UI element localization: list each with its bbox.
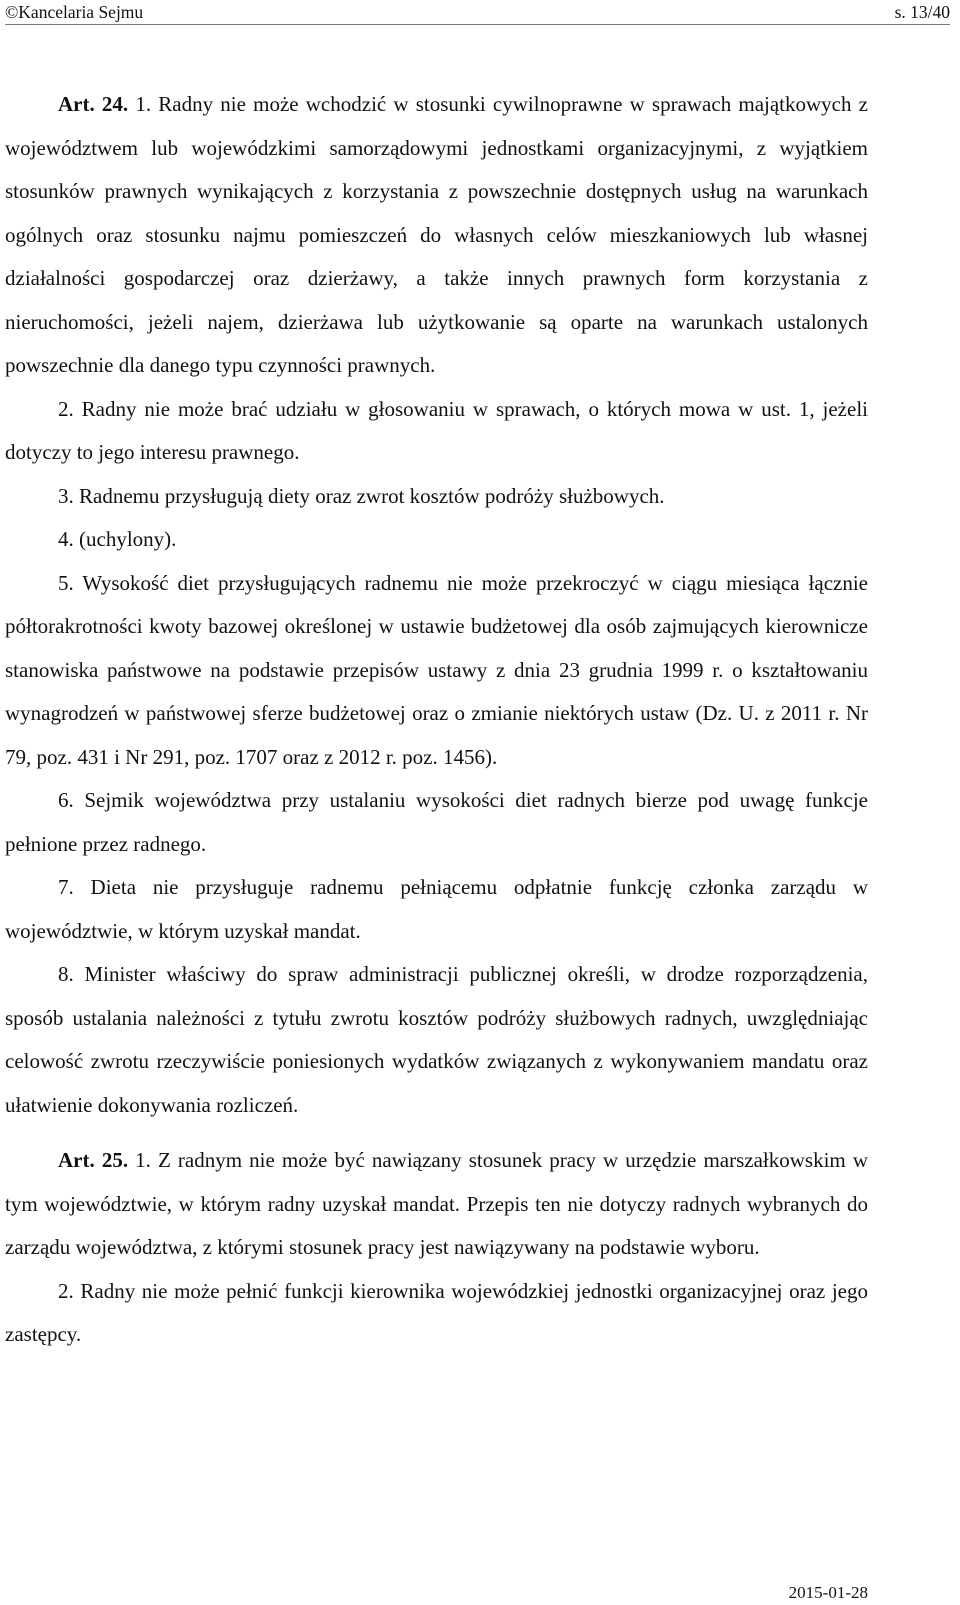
article-25-label: Art. 25. (58, 1148, 129, 1172)
header-page-number: s. 13/40 (894, 2, 950, 22)
article-24-paragraph-3 (5, 475, 868, 519)
article-24-paragraph-8 (5, 953, 868, 1127)
article-24-paragraph-4 (5, 518, 868, 562)
article-25-paragraph-1 (5, 1139, 868, 1270)
article-24-paragraph-5 (5, 562, 868, 780)
article-24-label: Art. 24. (58, 92, 129, 116)
paragraph-text: 1. Radny nie może wchodzić w stosunki cywilnoprawne w sprawach majątkowych z województwem lub wojewódzkimi samorządowymi jednostkami organizacyjnymi, z wyjątkiem stosunków prawnych wynikających z korzystania z powszechnie dostępnych usług na warunkach ogólnych oraz stosunku najmu pomieszczeń do własnych celów mieszkaniowych lub własnej działalności gospodarczej oraz dzierżawy, a także innych prawnych form korzystania z nieruchomości, jeżeli najem, dzierżawa lub użytkowanie są oparte na warunkach ustalonych powszechnie dla danego typu czynności prawnych. (5, 92, 869, 377)
paragraph-text: 8. Minister właściwy do spraw administracji publicznej określi, w drodze rozporządzenia, sposób ustalania należności z tytułu zwrotu kosztów podróży służbowych radnych, uwzględniając celowość zwrotu rzeczywiście poniesionych wydatków związanych z wykonywaniem mandatu oraz ułatwienie dokonywania rozliczeń. (5, 962, 868, 1117)
paragraph-text: 1. Z radnym nie może być nawiązany stosunek pracy w urzędzie marszałkowskim w tym województwie, w którym radny uzyskał mandat. Przepis ten nie dotyczy radnych wybranych do zarządu województwa, z którymi stosunek pracy jest nawiązywany na podstawie wyboru. (5, 1148, 869, 1259)
header-source: ©Kancelaria Sejmu (5, 2, 144, 22)
paragraph-text: 2. Radny nie może brać udziału w głosowaniu w sprawach, o których mowa w ust. 1, jeżeli dotyczy to jego interesu prawnego. (5, 396, 868, 464)
article-25-paragraph-2 (5, 1270, 868, 1357)
article-24-paragraph-2 (5, 388, 868, 475)
paragraph-text: 7. Dieta nie przysługuje radnemu pełniącemu odpłatnie funkcję członka zarządu w województwie, w którym uzyskał mandat. (5, 875, 868, 943)
paragraph-text: 5. Wysokość diet przysługujących radnemu nie może przekroczyć w ciągu miesiąca łącznie półtorakrotności kwoty bazowej określonej w ustawie budżetowej dla osób zajmujących kierownicze stanowiska państwowe na podstawie przepisów ustawy z dnia 23 grudnia 1999 r. o kształtowaniu wynagrodzeń w państwowej sferze budżetowej oraz o zmianie niektórych ustaw (Dz. U. z 2011 r. Nr 79, poz. 431 i Nr 291, poz. 1707 oraz z 2012 r. poz. 1456). (5, 570, 868, 769)
paragraph-text: 4. (uchylony). (58, 527, 177, 551)
paragraph-text: 6. Sejmik województwa przy ustalaniu wysokości diet radnych bierze pod uwagę funkcje pełnione przez radnego. (5, 788, 868, 856)
article-24-paragraph-1 (5, 83, 868, 388)
page-footer-date: 2015-01-28 (788, 1583, 868, 1602)
page-header (5, 0, 950, 25)
article-24-paragraph-7 (5, 866, 868, 953)
document-body (5, 83, 868, 1357)
paragraph-text: 3. Radnemu przysługują diety oraz zwrot kosztów podróży służbowych. (58, 483, 665, 508)
article-24-paragraph-6 (5, 779, 868, 866)
paragraph-text: 2. Radny nie może pełnić funkcji kierownika wojewódzkiej jednostki organizacyjnej oraz jego zastępcy. (5, 1278, 868, 1346)
